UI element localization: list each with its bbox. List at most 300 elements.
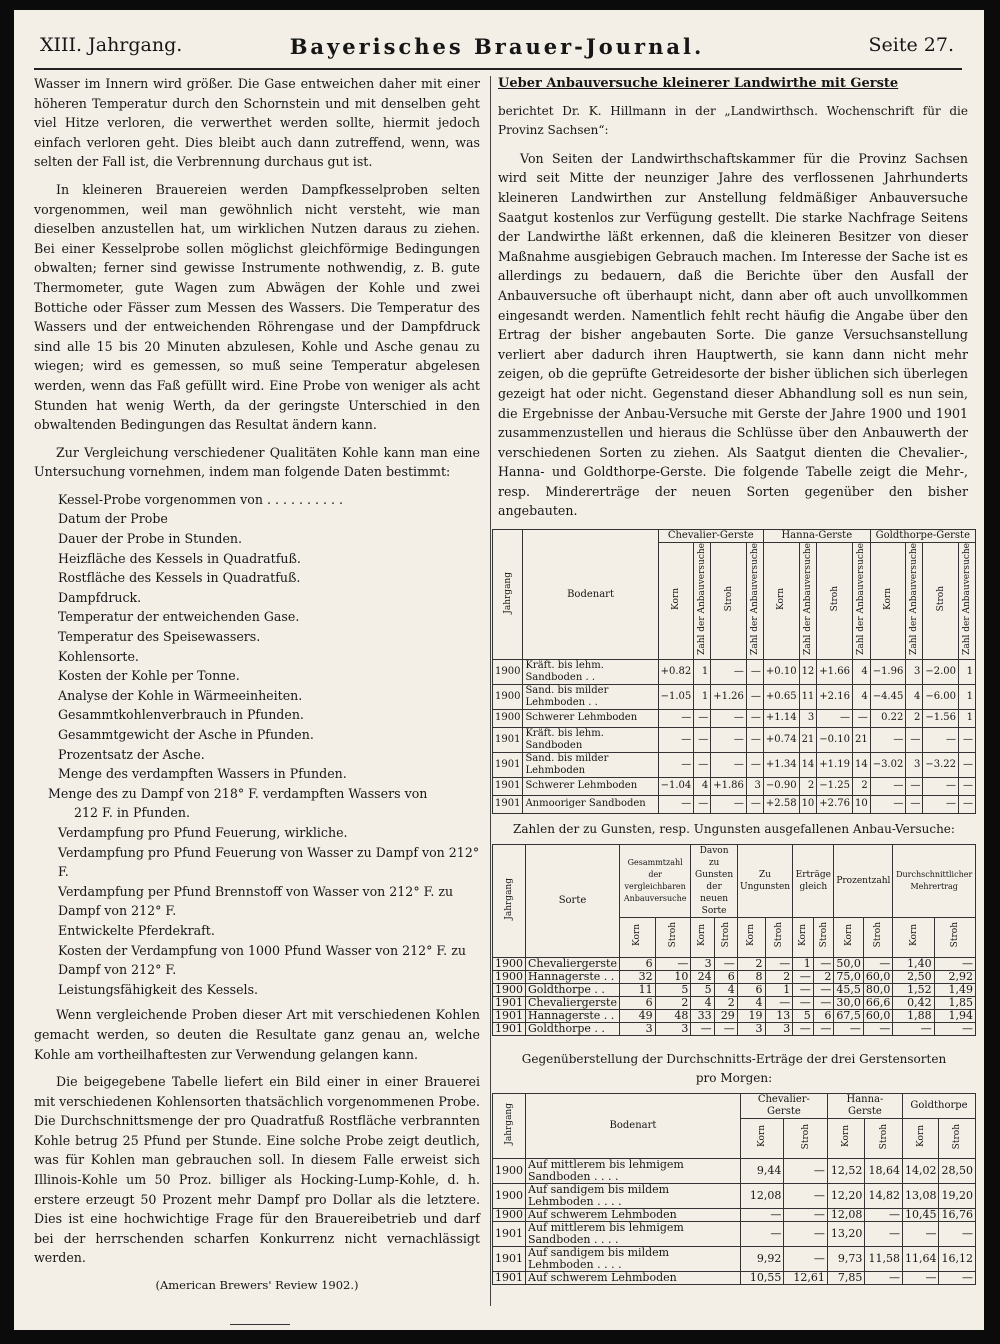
sub-header: Korn xyxy=(737,917,765,957)
value-cell: — xyxy=(740,1221,783,1246)
sub-header: Stroh xyxy=(813,917,834,957)
table-row xyxy=(493,684,976,709)
value-cell: 4 xyxy=(737,996,765,1009)
column-header-group: Goldthorpe xyxy=(902,1093,975,1118)
sub-header: Stroh xyxy=(784,1118,828,1158)
journal-page xyxy=(14,10,984,1330)
average-yield-table xyxy=(492,1093,976,1285)
table-row xyxy=(493,752,976,777)
sub-header: Korn xyxy=(691,917,714,957)
value-cell: — xyxy=(959,777,976,795)
sub-header: Korn xyxy=(893,917,934,957)
column-header-group: Davon zu Gunsten der neuen Sorte xyxy=(691,844,737,917)
value-cell: — xyxy=(934,957,975,970)
value-cell: 14 xyxy=(799,752,817,777)
list-item: Verdampfung pro Pfund Feuerung von Wasser zu Dampf von 212° F. xyxy=(58,844,480,880)
column-header-bodenart: Bodenart xyxy=(523,530,658,660)
column-header-group: Chevalier-Gerste xyxy=(740,1093,827,1118)
value-cell: 21 xyxy=(852,727,870,752)
journal-title: Bayerisches Brauer-Journal. xyxy=(289,34,705,59)
value-cell: — xyxy=(711,727,747,752)
year-cell: 1901 xyxy=(493,1022,526,1035)
value-cell: 3 xyxy=(746,777,763,795)
value-cell: −0.90 xyxy=(763,777,799,795)
value-cell: 60,0 xyxy=(863,970,893,983)
left-column xyxy=(34,74,480,1325)
value-cell: — xyxy=(694,795,711,813)
value-cell: — xyxy=(906,795,923,813)
value-cell: 12,20 xyxy=(827,1183,865,1208)
value-cell: 12,52 xyxy=(827,1158,865,1183)
value-cell: 10,55 xyxy=(740,1271,783,1284)
value-cell: 1 xyxy=(765,983,793,996)
value-cell: 4 xyxy=(714,983,737,996)
left-paragraph-5: Die beigegebene Tabelle liefert ein Bild einer in einer Brauerei mit verschiedenen Kohlensorten thatsächlich vorgenommenen Probe. Die Durchschnittsmenge der pro Quadratfuß Rostfläche verbrannten Kohle betrug 25 Pfund per Stunde. Eine solche Probe zeigt deutlich, was für Kohlen man gebrauchen soll. In diesem Falle erweist sich Illinois-Kohle um 50 Proz. billiger als Hocking-Lump-Kohle, d. h. erstere erzeugt 50 Prozent mehr Dampf pro Dollar als die letztere. Dies ist eine hochwichtige Frage für den Brauereibetrieb und darf bei der herrschenden scharfen Konkurrenz nicht vernachlässigt werden. xyxy=(34,1074,480,1266)
year-cell: 1900 xyxy=(493,1158,526,1183)
value-cell: — xyxy=(694,727,711,752)
value-cell: −3.02 xyxy=(870,752,906,777)
list-item: Dampfdruck. xyxy=(58,589,142,605)
value-cell: 19 xyxy=(737,1009,765,1022)
value-cell: 48 xyxy=(655,1009,691,1022)
list-item: Datum der Probe xyxy=(58,511,168,527)
year-cell: 1900 xyxy=(493,1183,526,1208)
table-row xyxy=(493,983,976,996)
list-item: Analyse der Kohle in Wärmeeinheiten. xyxy=(58,687,303,703)
value-cell: — xyxy=(711,709,747,727)
value-cell: 3 xyxy=(906,752,923,777)
value-cell: 24 xyxy=(691,970,714,983)
value-cell: +0.74 xyxy=(763,727,799,752)
value-cell: — xyxy=(658,752,694,777)
value-cell: — xyxy=(813,957,834,970)
value-cell: 12,08 xyxy=(827,1208,865,1221)
value-cell: 16,12 xyxy=(939,1246,976,1271)
value-cell: — xyxy=(746,752,763,777)
value-cell: — xyxy=(923,777,959,795)
value-cell: — xyxy=(959,752,976,777)
value-cell: — xyxy=(746,795,763,813)
list-item: Temperatur der entweichenden Gase. xyxy=(58,609,300,625)
value-cell: +1.66 xyxy=(817,659,853,684)
value-cell: 2 xyxy=(799,777,817,795)
value-cell: 80,0 xyxy=(863,983,893,996)
value-cell: 0.22 xyxy=(870,709,906,727)
value-cell: 2 xyxy=(714,996,737,1009)
value-cell: 1,49 xyxy=(934,983,975,996)
value-cell: 16,76 xyxy=(939,1208,976,1221)
value-cell: 2 xyxy=(813,970,834,983)
year-cell: 1900 xyxy=(493,983,526,996)
label-cell: Auf mittlerem bis lehmigem Sandboden . . . . xyxy=(526,1221,741,1246)
sub-header: Stroh xyxy=(765,917,793,957)
value-cell: — xyxy=(694,709,711,727)
value-cell: — xyxy=(863,1022,893,1035)
table-row xyxy=(493,1009,976,1022)
yield-difference-table xyxy=(492,529,976,814)
value-cell: — xyxy=(711,659,747,684)
value-cell: — xyxy=(784,1208,828,1221)
table-row xyxy=(493,996,976,1009)
value-cell: 1 xyxy=(959,709,976,727)
value-cell: +0.10 xyxy=(763,659,799,684)
sub-header: Korn xyxy=(763,543,799,660)
value-cell: — xyxy=(765,957,793,970)
value-cell: — xyxy=(865,1271,903,1284)
sub-header: Zahl der Anbauversuche xyxy=(852,543,870,660)
value-cell: — xyxy=(793,970,814,983)
year-cell: 1901 xyxy=(493,752,523,777)
value-cell: — xyxy=(784,1183,828,1208)
value-cell: 67,5 xyxy=(834,1009,864,1022)
value-cell: 28,50 xyxy=(939,1158,976,1183)
value-cell: 5 xyxy=(655,983,691,996)
value-cell: 29 xyxy=(714,1009,737,1022)
value-cell: — xyxy=(852,709,870,727)
value-cell: 49 xyxy=(619,1009,655,1022)
year-cell: 1901 xyxy=(493,996,526,1009)
value-cell: 13 xyxy=(765,1009,793,1022)
sub-header: Zahl der Anbauversuche xyxy=(799,543,817,660)
year-cell: 1900 xyxy=(493,659,523,684)
value-cell: 75,0 xyxy=(834,970,864,983)
list-item: Kohlensorte. xyxy=(58,648,139,664)
value-cell: — xyxy=(906,727,923,752)
list-item: Gesammtgewicht der Asche in Pfunden. xyxy=(58,727,314,742)
value-cell: −0.10 xyxy=(817,727,853,752)
year-cell: 1901 xyxy=(493,1246,526,1271)
value-cell: 7,85 xyxy=(827,1271,865,1284)
value-cell: 3 xyxy=(655,1022,691,1035)
trial-outcome-table xyxy=(492,844,976,1036)
label-cell: Auf schwerem Lehmboden xyxy=(526,1208,741,1221)
value-cell: — xyxy=(711,795,747,813)
label-cell: Chevaliergerste xyxy=(526,957,620,970)
sub-header: Korn xyxy=(793,917,814,957)
sub-header: Korn xyxy=(902,1118,939,1158)
sub-header: Korn xyxy=(658,543,694,660)
value-cell: 21 xyxy=(799,727,817,752)
value-cell: — xyxy=(893,1022,934,1035)
value-cell: 18,64 xyxy=(865,1158,903,1183)
sub-header: Stroh xyxy=(865,1118,903,1158)
list-item-continued: 212 F. in Pfunden. xyxy=(74,805,190,821)
list-item: Kessel-Probe vorgenommen von . . . . . . . . . . xyxy=(58,491,344,507)
value-cell: 2 xyxy=(655,996,691,1009)
value-cell: 5 xyxy=(691,983,714,996)
value-cell: — xyxy=(714,1022,737,1035)
value-cell: — xyxy=(658,795,694,813)
year-cell: 1900 xyxy=(493,970,526,983)
list-item: Temperatur des Speisewassers. xyxy=(58,629,261,645)
value-cell: 60,0 xyxy=(863,1009,893,1022)
list-item: Prozentsatz der Asche. xyxy=(58,746,205,762)
left-paragraph-4: Wenn vergleichende Proben dieser Art mit verschiedenen Kohlen gemacht werden, so deuten die Resultate ganz genau an, welche Kohle am vortheilhaftesten zur Verwendung gelangen kann. xyxy=(34,1007,480,1062)
value-cell: — xyxy=(658,727,694,752)
value-cell: — xyxy=(923,795,959,813)
table-row xyxy=(493,795,976,813)
value-cell: — xyxy=(740,1208,783,1221)
value-cell: — xyxy=(817,709,853,727)
sub-header: Stroh xyxy=(923,543,959,660)
value-cell: −1.96 xyxy=(870,659,906,684)
value-cell: 5 xyxy=(793,1009,814,1022)
value-cell: 9,92 xyxy=(740,1246,783,1271)
value-cell: — xyxy=(765,996,793,1009)
value-cell: 2 xyxy=(906,709,923,727)
year-cell: 1901 xyxy=(493,777,523,795)
value-cell: — xyxy=(902,1271,939,1284)
table-row xyxy=(493,1246,976,1271)
list-item: Kosten der Verdampfung von 1000 Pfund Wasser von 212° F. zu Dampf von 212° F. xyxy=(58,942,466,978)
value-cell: 10 xyxy=(655,970,691,983)
value-cell: — xyxy=(746,727,763,752)
value-cell: — xyxy=(655,957,691,970)
table-row xyxy=(493,957,976,970)
value-cell: — xyxy=(939,1271,976,1284)
value-cell: 4 xyxy=(906,684,923,709)
value-cell: +2.76 xyxy=(817,795,853,813)
column-header-group: Erträge gleich xyxy=(793,844,834,917)
value-cell: 10 xyxy=(852,795,870,813)
value-cell: 12,61 xyxy=(784,1271,828,1284)
sub-header: Zahl der Anbauversuche xyxy=(959,543,976,660)
value-cell: — xyxy=(691,1022,714,1035)
sub-header: Stroh xyxy=(934,917,975,957)
label-cell: Chevaliergerste xyxy=(526,996,620,1009)
label-cell: Auf schwerem Lehmboden xyxy=(526,1271,741,1284)
value-cell: +1.26 xyxy=(711,684,747,709)
table-row xyxy=(493,970,976,983)
value-cell: 6 xyxy=(619,957,655,970)
value-cell: 0,42 xyxy=(893,996,934,1009)
value-cell: 11 xyxy=(799,684,817,709)
value-cell: +2.16 xyxy=(817,684,853,709)
value-cell: −1.04 xyxy=(658,777,694,795)
column-header-jahrgang: Jahrgang xyxy=(493,1093,526,1158)
list-item: Menge des verdampften Wassers in Pfunden. xyxy=(58,766,347,782)
value-cell: 1,88 xyxy=(893,1009,934,1022)
left-paragraph-2: In kleineren Brauereien werden Dampfkesselproben selten vorgenommen, weil man gewöhnlich nicht versteht, wie man dieselben anzustellen hat, um wirklichen Nutzen daraus zu ziehen. Bei einer Kesselprobe sollen möglichst gleichförmige Bedingungen obwalten; ferner sind gewisse Instrumente nothwendig, z. B. gute Thermometer, gute Wagen zum Abwägen der Kohle und zwei Bottiche oder Fässer zum Messen des Wassers. Die Temperatur des Wassers und der entweichenden Röhrengase und der Dampfdruck sind alle 15 bis 20 Minuten abzulesen, Kohle und Asche genau zu wiegen; wird es gemessen, so muß seine Temperatur abgelesen werden, wenn das Faß gefüllt wird. Eine Probe von weniger als acht Stunden hat wenig Werth, da der geringste Unterschied in den obwaltenden Bedingungen das Resultat ändern kann. xyxy=(34,181,480,433)
column-header-jahrgang: Jahrgang xyxy=(493,844,526,957)
value-cell: 6 xyxy=(714,970,737,983)
list-item: Entwickelte Pferdekraft. xyxy=(58,922,215,938)
value-cell: 8 xyxy=(737,970,765,983)
article-byline: berichtet Dr. K. Hillmann in der „Landwirthsch. Wochenschrift für die Provinz Sachsen“: xyxy=(498,103,968,138)
column-header-group: Chevalier-Gerste xyxy=(658,530,763,543)
value-cell: — xyxy=(784,1158,828,1183)
label-cell: Kräft. bis lehm. Sandboden xyxy=(523,727,658,752)
value-cell: −1.25 xyxy=(817,777,853,795)
value-cell: 45,5 xyxy=(834,983,864,996)
table3-caption xyxy=(492,1050,976,1089)
value-cell: 13,08 xyxy=(902,1183,939,1208)
value-cell: 1 xyxy=(959,684,976,709)
list-item: Verdampfung per Pfund Brennstoff von Wasser von 212° F. zu Dampf von 212° F. xyxy=(58,883,454,919)
column-header-group: Zu Ungunsten xyxy=(737,844,792,917)
value-cell: +0.82 xyxy=(658,659,694,684)
value-cell: +2.58 xyxy=(763,795,799,813)
value-cell: 12,08 xyxy=(740,1183,783,1208)
value-cell: — xyxy=(793,1022,814,1035)
header-rule xyxy=(34,68,962,70)
value-cell: 11 xyxy=(619,983,655,996)
table3-caption-line-2: pro Morgen: xyxy=(695,1071,773,1086)
value-cell: 10 xyxy=(799,795,817,813)
value-cell: — xyxy=(813,983,834,996)
value-cell: 11,64 xyxy=(902,1246,939,1271)
value-cell: 10,45 xyxy=(902,1208,939,1221)
table-row xyxy=(493,1271,976,1284)
column-header-group: Goldthorpe-Gerste xyxy=(870,530,975,543)
sub-header: Korn xyxy=(834,917,864,957)
sub-header: Zahl der Anbauversuche xyxy=(694,543,711,660)
value-cell: 3 xyxy=(906,659,923,684)
value-cell: 1,85 xyxy=(934,996,975,1009)
right-column xyxy=(495,74,973,1285)
label-cell: Goldthorpe . . xyxy=(526,1022,620,1035)
sub-header: Korn xyxy=(827,1118,865,1158)
value-cell: 2 xyxy=(852,777,870,795)
value-cell: 50,0 xyxy=(834,957,864,970)
table-row xyxy=(493,1208,976,1221)
value-cell: 1 xyxy=(959,659,976,684)
value-cell: 32 xyxy=(619,970,655,983)
page-header xyxy=(40,34,954,60)
value-cell: 1 xyxy=(694,684,711,709)
value-cell: −2.00 xyxy=(923,659,959,684)
value-cell: 1,94 xyxy=(934,1009,975,1022)
label-cell: Kräft. bis lehm. Sandboden . . xyxy=(523,659,658,684)
value-cell: +1.19 xyxy=(817,752,853,777)
value-cell: −6.00 xyxy=(923,684,959,709)
value-cell: 3 xyxy=(619,1022,655,1035)
value-cell: 4 xyxy=(691,996,714,1009)
value-cell: — xyxy=(658,709,694,727)
value-cell: 12 xyxy=(799,659,817,684)
value-cell: +1.34 xyxy=(763,752,799,777)
label-cell: Auf sandigem bis mildem Lehmboden . . . . xyxy=(526,1246,741,1271)
value-cell: 3 xyxy=(765,1022,793,1035)
value-cell: −1.05 xyxy=(658,684,694,709)
list-item: Leistungsfähigkeit des Kessels. xyxy=(58,981,259,997)
value-cell: — xyxy=(906,777,923,795)
column-header-sorte: Sorte xyxy=(526,844,620,957)
left-paragraph-3: Zur Vergleichung verschiedener Qualitäten Kohle kann man eine Untersuchung vornehmen, indem man folgende Daten bestimmt: xyxy=(34,444,480,480)
year-cell: 1901 xyxy=(493,1221,526,1246)
label-cell: Hannagerste . . xyxy=(526,970,620,983)
value-cell: — xyxy=(865,1208,903,1221)
page-number: Seite 27. xyxy=(868,34,954,56)
label-cell: Anmooriger Sandboden xyxy=(523,795,658,813)
label-cell: Goldthorpe . . xyxy=(526,983,620,996)
year-cell: 1900 xyxy=(493,957,526,970)
value-cell: 6 xyxy=(813,1009,834,1022)
sub-header: Stroh xyxy=(714,917,737,957)
column-header-group: Durchschnittlicher Mehrertrag xyxy=(893,844,976,917)
column-header-group: Prozentzahl xyxy=(834,844,893,917)
value-cell: 6 xyxy=(619,996,655,1009)
value-cell: — xyxy=(793,983,814,996)
sub-header: Zahl der Anbauversuche xyxy=(906,543,923,660)
value-cell: 11,58 xyxy=(865,1246,903,1271)
table3-caption-line-1: Gegenüberstellung der Durchschnitts-Erträge der drei Gerstensorten xyxy=(521,1051,947,1066)
table-row xyxy=(493,1022,976,1035)
volume-label: XIII. Jahrgang. xyxy=(40,34,183,56)
value-cell: 19,20 xyxy=(939,1183,976,1208)
value-cell: — xyxy=(793,996,814,1009)
column-header-group: Hanna-Gerste xyxy=(827,1093,902,1118)
data-list xyxy=(34,490,480,999)
sub-header: Stroh xyxy=(711,543,747,660)
value-cell: — xyxy=(934,1022,975,1035)
value-cell: +1.86 xyxy=(711,777,747,795)
value-cell: — xyxy=(784,1246,828,1271)
right-paragraph-1: Von Seiten der Landwirthschaftskammer für die Provinz Sachsen wird seit Mitte der neunziger Jahre des verflossenen Jahrhunderts kleineren Landwirthen zur Anstellung feldmäßiger Anbauversuche Saatgut kostenlos zur Verfügung gestellt. Die starke Nachfrage Seitens der Landwirthe läßt erkennen, daß die kleineren Besitzer von dieser Maßnahme ausgiebigen Gebrauch machen. Im Interesse der Sache ist es allerdings zu bedauern, daß die Berichte über den Ausfall der Anbauversuche oft überhaupt nicht, dann aber oft auch unvollkommen eingesandt werden. Namentlich fehlt recht häufig die Angabe über den Ertrag der bisher angebauten Sorte. Die ganze Versuchsanstellung verliert aber dadurch ihren Hauptwerth, sie kann dann nicht mehr zeigen, ob die geprüfte Getreidesorte der bisher üblichen sich überlegen gezeigt hat oder nicht. Gegenstand dieser Abhandlung soll es nun sein, die Ergebnisse der Anbau-Versuche mit Gerste der Jahre 1900 und 1901 zusammenzustellen und hieraus die Schlüsse über den Anbauwerth der verschiedenen Sorten zu ziehen. Als Saatgut dienten die Chevalier-, Hanna- und Goldthorpe-Gerste. Die folgende Tabelle zeigt die Mehr-, resp. Mindererträge der neuen Sorten gegenüber den bisher angebauten. xyxy=(498,150,968,519)
year-cell: 1900 xyxy=(493,684,523,709)
year-cell: 1901 xyxy=(493,1009,526,1022)
year-cell: 1901 xyxy=(493,795,523,813)
sub-header: Stroh xyxy=(863,917,893,957)
value-cell: 2,92 xyxy=(934,970,975,983)
value-cell: — xyxy=(863,957,893,970)
table-row xyxy=(493,727,976,752)
label-cell: Auf sandigem bis mildem Lehmboden . . . . xyxy=(526,1183,741,1208)
value-cell: — xyxy=(870,777,906,795)
list-item: Rostfläche des Kessels in Quadratfuß. xyxy=(58,570,301,586)
sub-header: Stroh xyxy=(655,917,691,957)
label-cell: Hannagerste . . xyxy=(526,1009,620,1022)
sub-header: Korn xyxy=(740,1118,783,1158)
value-cell: — xyxy=(959,727,976,752)
value-cell: — xyxy=(865,1221,903,1246)
year-cell: 1901 xyxy=(493,1271,526,1284)
value-cell: 14,02 xyxy=(902,1158,939,1183)
table-row xyxy=(493,1183,976,1208)
sub-header: Zahl der Anbauversuche xyxy=(746,543,763,660)
table2-caption: Zahlen der zu Gunsten, resp. Ungunsten ausgefallenen Anbau-Versuche: xyxy=(513,821,955,836)
table-row xyxy=(493,659,976,684)
label-cell: Schwerer Lehmboden xyxy=(523,709,658,727)
value-cell: — xyxy=(813,1022,834,1035)
value-cell: — xyxy=(939,1221,976,1246)
value-cell: — xyxy=(746,709,763,727)
year-cell: 1900 xyxy=(493,709,523,727)
list-item: Gesammtkohlenverbrauch in Pfunden. xyxy=(58,707,304,723)
value-cell: 33 xyxy=(691,1009,714,1022)
table-row xyxy=(493,1158,976,1183)
label-cell: Sand. bis milder Lehmboden xyxy=(523,752,658,777)
sub-header: Stroh xyxy=(817,543,853,660)
year-cell: 1901 xyxy=(493,727,523,752)
list-item: Verdampfung pro Pfund Feuerung, wirkliche. xyxy=(58,824,348,840)
list-item: Heizfläche des Kessels in Quadratfuß. xyxy=(58,550,301,566)
value-cell: 4 xyxy=(852,684,870,709)
end-rule xyxy=(230,1324,290,1325)
value-cell: 1,40 xyxy=(893,957,934,970)
left-paragraph-1: Wasser im Innern wird größer. Die Gase entweichen daher mit einer höheren Temperatur durch den Schornstein und mit denselben geht viel Hitze verloren, die verwerthet werden sollte, hiermit jedoch einfach verloren geht. Dies bleibt auch dann zutreffend, wenn, was selten der Fall ist, die Verbrennung durchaus gut ist. xyxy=(34,76,480,170)
value-cell: 2 xyxy=(737,957,765,970)
label-cell: Schwerer Lehmboden xyxy=(523,777,658,795)
value-cell: — xyxy=(746,659,763,684)
value-cell: +1.14 xyxy=(763,709,799,727)
value-cell: +0.65 xyxy=(763,684,799,709)
value-cell: — xyxy=(711,752,747,777)
value-cell: 3 xyxy=(691,957,714,970)
column-header-jahrgang: Jahrgang xyxy=(493,530,523,660)
value-cell: — xyxy=(784,1221,828,1246)
article-title: Ueber Anbauversuche kleinerer Landwirthe mit Gerste xyxy=(498,76,899,91)
